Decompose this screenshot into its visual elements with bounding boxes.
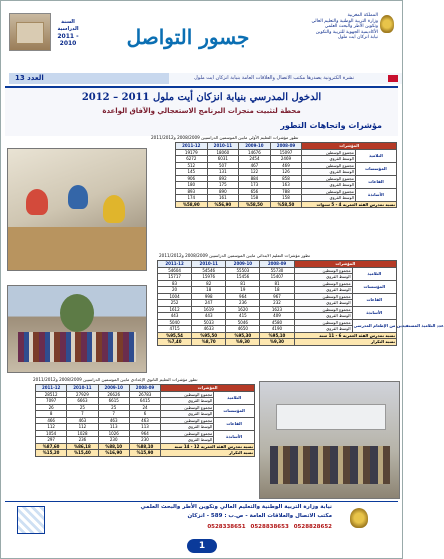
row-label: الوسط القروي <box>302 182 356 189</box>
rate-cell: %58,90 <box>176 201 208 208</box>
row-label: مجموع الوسطين <box>302 162 356 169</box>
table-cell: 7097 <box>36 398 67 405</box>
table-cell: 1623 <box>260 306 294 313</box>
ministry-line: نيابة انزكان ايت ملول <box>337 35 378 41</box>
row-label: الوسط القروي <box>161 411 214 418</box>
school-photo-thumbnail <box>9 13 51 51</box>
article-subtitle: محطة لتثبيت منجزات البرنامج الاستعجالي والآفاق الواعدة <box>102 107 301 115</box>
table-cell: 236 <box>67 437 98 444</box>
row-label: الوسط القروي <box>161 398 214 405</box>
table-cell: 892 <box>207 175 239 182</box>
header-band <box>9 73 402 84</box>
row-group: التلاميذ <box>352 267 396 280</box>
table-cell: 463 <box>98 417 129 424</box>
row-label: الوسط القروي <box>294 274 352 281</box>
column-header: 2011-12 <box>176 143 208 150</box>
table-cell: 5040 <box>158 319 192 326</box>
table-cell: 158 <box>270 195 302 202</box>
row-label: الوسط القروي <box>294 287 352 294</box>
column-header: 2010-11 <box>207 143 239 150</box>
rate-cell: %15,20 <box>36 450 67 457</box>
row-label: مجموع الوسطين <box>294 293 352 300</box>
table-cell: 5046 <box>226 319 260 326</box>
table-cell: 7 <box>67 411 98 418</box>
table-cell: 25 <box>98 404 129 411</box>
table-cell: 15407 <box>260 274 294 281</box>
row-group: القاعات <box>214 417 255 430</box>
table-cell: 6663 <box>67 398 98 405</box>
table-cell: 1620 <box>226 306 260 313</box>
table-caption: تطور مؤشرات التعليم الأولي مابين الموسمين الدراسيين 2008/2009 و2011/2012 <box>151 135 299 140</box>
primary-stats-table <box>157 260 444 346</box>
row-group: الأساتذة <box>214 430 255 443</box>
table-cell: 2454 <box>239 156 271 163</box>
rate-cell: %8,70 <box>192 339 226 346</box>
row-label: مجموع الوسطين <box>294 306 352 313</box>
table-cell: 463 <box>129 417 160 424</box>
rate-cell: %88,10 <box>129 443 160 450</box>
table-cell: 18 <box>192 287 226 294</box>
table-cell: 15976 <box>192 274 226 281</box>
phone-number: 0528338651 <box>207 524 246 530</box>
ministry-line: وتكوين الأطر والبحث العلمي <box>324 24 378 30</box>
phone-number: 0528828652 <box>293 524 332 530</box>
rate-row <box>176 201 397 208</box>
season-value: 2011 - 2010 <box>57 33 79 47</box>
rate-cell: %95,54 <box>158 332 192 339</box>
rate-cell: %7,40 <box>158 339 192 346</box>
table-cell: 81 <box>260 280 294 287</box>
rate-label: نسبة تمدرس الفئة العمرية 12 - 14 سنة <box>161 443 255 450</box>
rate-cell: %15,90 <box>129 450 160 457</box>
column-header: 2008-09 <box>129 385 160 392</box>
school-assembly-photo <box>7 285 147 373</box>
rate-cell: %95,10 <box>260 332 294 339</box>
table-cell: 1619 <box>192 306 226 313</box>
row-group: التلاميذ <box>355 149 396 162</box>
rate-row <box>158 339 397 346</box>
table-cell: 6272 <box>176 156 208 163</box>
table-cell: 26783 <box>129 391 160 398</box>
table-cell: 26 <box>36 404 67 411</box>
rate-label: نسبة تمدرس الفئة العمرية 6 - 11 سنة <box>294 332 396 339</box>
table-cell: 14676 <box>239 149 271 156</box>
page-number: 1 <box>187 539 217 553</box>
row-label: مجموع الوسطين <box>302 149 356 156</box>
issue-number: العدد 13 <box>15 74 44 82</box>
classroom-photo <box>7 148 147 271</box>
table-cell: 19 <box>226 287 260 294</box>
table-cell: 232 <box>260 300 294 307</box>
table-cell: 15456 <box>226 274 260 281</box>
table-cell: 443 <box>192 313 226 320</box>
row-label: الوسط القروي <box>294 300 352 307</box>
footer-phones <box>207 524 332 530</box>
table-cell: 55503 <box>226 267 260 274</box>
row-group: القاعات <box>352 293 396 306</box>
table-cell: 2469 <box>270 156 302 163</box>
table-cell: 18060 <box>207 149 239 156</box>
table-cell: 1054 <box>36 430 67 437</box>
table-cell: 163 <box>270 182 302 189</box>
season-label: السنة الدراسية <box>57 19 79 32</box>
rate-cell: %16,90 <box>98 450 129 457</box>
table-cell: 4633 <box>192 326 226 333</box>
phone-number: 0528838653 <box>250 524 289 530</box>
table-cell: 6 <box>129 411 160 418</box>
newsletter-title: جسور التواصل <box>126 25 250 49</box>
table-cell: 409 <box>260 313 294 320</box>
table-cell: 4715 <box>158 326 192 333</box>
table-cell: 19179 <box>176 149 208 156</box>
row-group: القاعات <box>355 175 396 188</box>
season-box <box>51 19 85 47</box>
column-header: 2010-11 <box>67 385 98 392</box>
ministry-block <box>260 13 378 41</box>
column-header: المؤشرات <box>161 385 255 392</box>
table-cell: 112 <box>36 424 67 431</box>
table-cell: 81 <box>226 280 260 287</box>
article-heading <box>5 86 398 136</box>
column-header: المؤشرات <box>302 143 397 150</box>
masthead-header <box>5 5 398 85</box>
table-cell: 443 <box>158 313 192 320</box>
row-label: مجموع الوسطين <box>294 267 352 274</box>
table-cell: 83 <box>158 280 192 287</box>
rate-cell: %86,18 <box>67 443 98 450</box>
table-cell: 788 <box>270 188 302 195</box>
table-cell: 4650 <box>226 326 260 333</box>
table-cell: 122 <box>239 169 271 176</box>
table-cell: 964 <box>129 430 160 437</box>
table-cell: 180 <box>176 182 208 189</box>
row-label: الوسط القروي <box>302 156 356 163</box>
table-cell: 4190 <box>260 326 294 333</box>
table-cell: 906 <box>176 175 208 182</box>
table-cell: 54546 <box>192 267 226 274</box>
article-title: الدخول المدرسي بنيابة انزكان أيت ملول 2011 – 2012 <box>81 92 322 103</box>
ministry-line: الأكاديمية الجهوية للتربية والتكوين <box>315 29 378 35</box>
table-cell: 893 <box>176 188 208 195</box>
table-cell: 890 <box>207 188 239 195</box>
table-cell: 145 <box>176 169 208 176</box>
ministry-line: المملكة المغربية <box>347 13 378 18</box>
column-header: 2008-09 <box>270 143 302 150</box>
column-header: 2009-10 <box>239 143 271 150</box>
rate-row <box>36 450 255 457</box>
table-cell: 469 <box>270 162 302 169</box>
rate-label: نسبة تمدرس الفئة العمرية 4 - 5 سنوات <box>302 201 397 208</box>
royal-emblem-icon <box>380 15 394 33</box>
table-cell: 25 <box>67 404 98 411</box>
row-label: الوسط القروي <box>302 169 356 176</box>
row-group: الأساتذة <box>355 188 396 201</box>
rate-cell: %58,50 <box>270 201 302 208</box>
table-cell: 252 <box>158 300 192 307</box>
row-label: الوسط القروي <box>302 195 356 202</box>
meeting-photo <box>259 381 400 499</box>
table-cell: 126 <box>270 169 302 176</box>
row-label: الوسط القروي <box>294 313 352 320</box>
table-cell: 82 <box>192 280 226 287</box>
table-cell: 1004 <box>158 293 192 300</box>
table-cell: 175 <box>207 182 239 189</box>
column-header: 2009-10 <box>98 385 129 392</box>
table-cell: 6031 <box>207 156 239 163</box>
row-group: المؤسسات <box>355 162 396 175</box>
table-cell: 131 <box>207 169 239 176</box>
flag-icon <box>388 75 398 82</box>
table-cell: 512 <box>176 162 208 169</box>
table-cell: 6415 <box>129 398 160 405</box>
table-cell: 7 <box>98 411 129 418</box>
table-cell: 24 <box>129 404 160 411</box>
section-heading: مؤشرات واتجاهات التطور <box>280 121 382 130</box>
table-cell: 236 <box>226 300 260 307</box>
row-group: الأساتذة <box>352 306 396 319</box>
rate-label: نسبة التكرار <box>294 339 396 346</box>
office-logo-icon <box>17 506 45 534</box>
table-cell: 15717 <box>158 274 192 281</box>
preschool-stats-table <box>175 142 397 208</box>
rate-cell: %9,30 <box>226 339 260 346</box>
row-label: مجموع الوسطين <box>161 404 214 411</box>
table-cell: 173 <box>239 182 271 189</box>
row-group: عدد التلاميذ المستفيدين من الإطعام المدرسي <box>352 319 396 332</box>
table-cell: 466 <box>36 417 67 424</box>
column-header: 2008-09 <box>260 261 294 268</box>
row-label: الوسط القروي <box>294 326 352 333</box>
rate-cell: %56,90 <box>207 201 239 208</box>
table-cell: 6615 <box>98 398 129 405</box>
middle-school-stats-table <box>35 384 255 457</box>
table-cell: 15097 <box>270 149 302 156</box>
row-label: مجموع الوسطين <box>161 391 214 398</box>
table-cell: 27929 <box>67 391 98 398</box>
row-group: المؤسسات <box>214 404 255 417</box>
table-cell: 297 <box>36 437 67 444</box>
table-cell: 230 <box>98 437 129 444</box>
rate-cell: %58,50 <box>239 201 271 208</box>
table-cell: 507 <box>207 162 239 169</box>
rate-cell: %88,10 <box>98 443 129 450</box>
ministry-line: وزارة التربية الوطنية والتعليم العالي <box>311 18 378 24</box>
table-cell: 18 <box>260 287 294 294</box>
royal-emblem-icon <box>350 508 368 528</box>
table-caption: تطور مؤشرات التعليم الثانوي الإعدادي مابين الموسمين الدراسيين 2008/2009 و2011/2012 <box>33 377 198 382</box>
rate-cell: %95,50 <box>192 332 226 339</box>
row-label: مجموع الوسطين <box>294 319 352 326</box>
table-cell: 8 <box>36 411 67 418</box>
table-cell: 964 <box>226 293 260 300</box>
row-label: الوسط القروي <box>161 424 214 431</box>
table-cell: 174 <box>176 195 208 202</box>
table-cell: 1026 <box>98 430 129 437</box>
table-cell: 54604 <box>158 267 192 274</box>
table-cell: 26626 <box>98 391 129 398</box>
row-label: مجموع الوسطين <box>302 175 356 182</box>
row-label: الوسط القروي <box>161 437 214 444</box>
row-label: مجموع الوسطين <box>161 430 214 437</box>
table-cell: 158 <box>239 195 271 202</box>
table-cell: 55730 <box>260 267 294 274</box>
rate-cell: %9,30 <box>260 339 294 346</box>
footer-address: مكتب الاتصال والعلاقات العامة - ص.ب : 589 - انزكان <box>187 513 332 519</box>
table-cell: 112 <box>67 424 98 431</box>
table-cell: 967 <box>260 293 294 300</box>
table-cell: 28512 <box>36 391 67 398</box>
table-cell: 858 <box>270 175 302 182</box>
table-cell: 1612 <box>158 306 192 313</box>
table-cell: 113 <box>98 424 129 431</box>
table-cell: 656 <box>239 188 271 195</box>
column-header: 2011-12 <box>158 261 192 268</box>
table-cell: 4580 <box>260 319 294 326</box>
footer-ministry: نيابة وزارة التربية الوطنية والتعليم العالي وتكوين الأطر والبحث العلمي <box>140 504 332 510</box>
rate-label: نسبة التكرار <box>161 450 255 457</box>
table-cell: 20 <box>158 287 192 294</box>
table-cell: 230 <box>129 437 160 444</box>
table-cell: 5033 <box>192 319 226 326</box>
column-header: 2010-11 <box>192 261 226 268</box>
table-cell: 998 <box>192 293 226 300</box>
row-group: المؤسسات <box>352 280 396 293</box>
table-cell: 161 <box>207 195 239 202</box>
publisher-subline: نشرة الكترونية يصدرها مكتب الاتصال والعلاقات العامة بنيابة انزكان ايت ملول <box>194 75 354 81</box>
rate-cell: %15,40 <box>67 450 98 457</box>
row-label: مجموع الوسطين <box>302 188 356 195</box>
footer <box>5 501 398 540</box>
table-cell: 247 <box>192 300 226 307</box>
column-header: 2009-10 <box>226 261 260 268</box>
row-group: التلاميذ <box>214 391 255 404</box>
table-cell: 884 <box>239 175 271 182</box>
column-header: المؤشرات <box>294 261 396 268</box>
row-label: مجموع الوسطين <box>161 417 214 424</box>
table-cell: 463 <box>67 417 98 424</box>
rate-cell: %87,60 <box>36 443 67 450</box>
table-caption: تطور مؤشرات التعليم الابتدائي مابين الموسمين الدراسيين 2008/2009 و2011/2012 <box>159 253 311 258</box>
table-cell: 1028 <box>67 430 98 437</box>
column-header: 2011-12 <box>36 385 67 392</box>
row-label: مجموع الوسطين <box>294 280 352 287</box>
table-cell: 415 <box>226 313 260 320</box>
table-cell: 113 <box>129 424 160 431</box>
rate-cell: %95,30 <box>226 332 260 339</box>
table-cell: 467 <box>239 162 271 169</box>
